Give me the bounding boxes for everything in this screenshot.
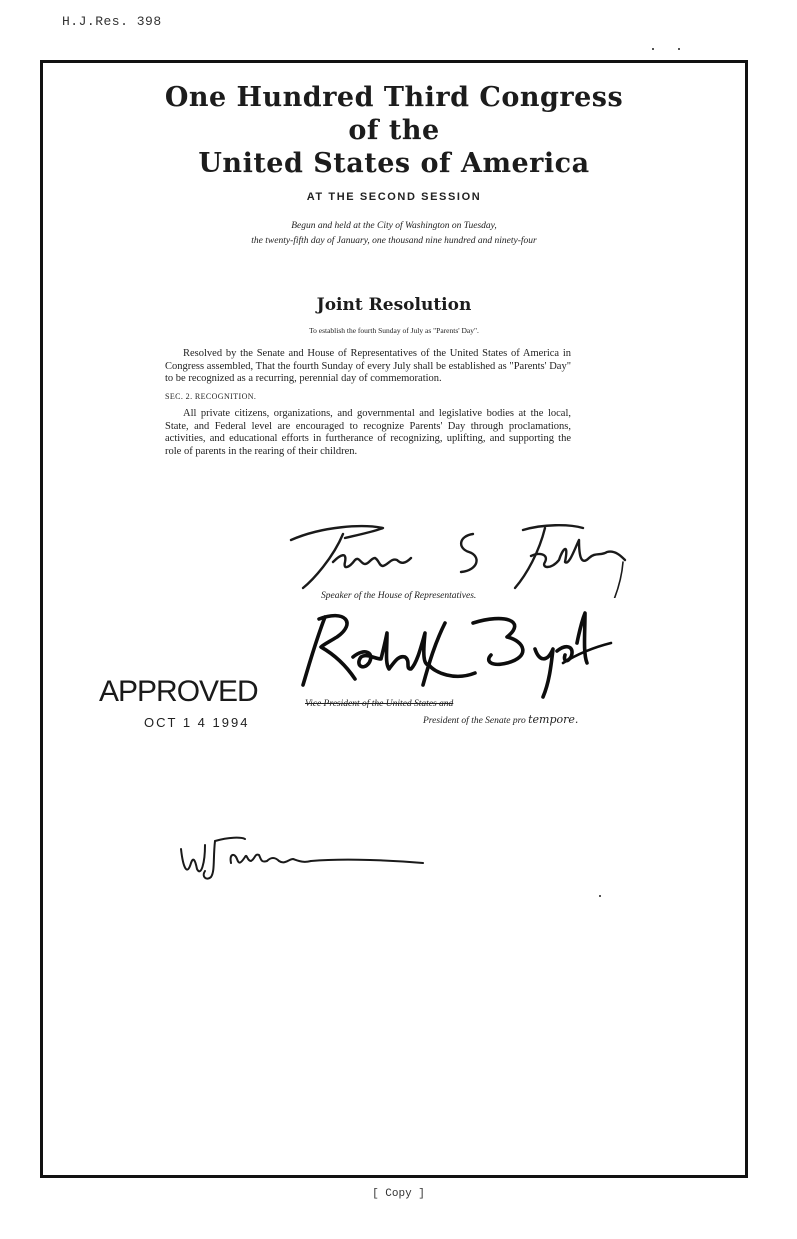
- section-heading: SEC. 2. RECOGNITION.: [165, 391, 257, 401]
- president-signature: [175, 823, 435, 893]
- senate-president-title-handwritten: tempore.: [528, 713, 579, 726]
- begun-statement: [43, 219, 745, 249]
- speaker-signature: [283, 518, 643, 598]
- resolution-purpose: To establish the fourth Sunday of July as "Parents' Day".: [309, 326, 479, 335]
- senate-president-title: [423, 713, 578, 726]
- resolution-body: [165, 348, 571, 463]
- senate-signature-image: [295, 603, 615, 703]
- joint-resolution-title: Joint Resolution: [316, 295, 472, 315]
- approved-stamp: APPROVED: [99, 675, 258, 708]
- vp-title-struck: Vice President of the United States and: [305, 699, 454, 709]
- vp-title: [305, 699, 453, 709]
- begun-line-2: the twenty-fifth day of January, one thousand nine hundred and ninety-four: [251, 236, 537, 246]
- senate-signature: [295, 603, 615, 703]
- congress-line-1: One Hundred Third Congress: [164, 82, 624, 113]
- scan-speck: [599, 895, 601, 897]
- approved-date: OCT 1 4 1994: [144, 715, 250, 730]
- document-frame: [40, 60, 748, 1178]
- congress-line-3: United States of America: [198, 148, 590, 179]
- begun-line-1: Begun and held at the City of Washington on Tuesday,: [291, 221, 497, 231]
- speaker-title: Speaker of the House of Representatives.: [321, 591, 477, 601]
- recognition-paragraph: All private citizens, organizations, and governmental and legislative bodies at the local, State, and Federal level are encouraged to recognize Parents' Day through proclamations, activities, and educational efforts in furtherance of recognizing, uplifting, and supporting the role of parents in the rearing of their children.: [165, 408, 571, 457]
- scan-speck: [678, 48, 680, 50]
- resolved-paragraph: Resolved by the Senate and House of Representatives of the United States of America in Congress assembled, That the fourth Sunday of every July shall be established as "Parents' Day" to be recognized as a recurring, perennial day of commemoration.: [165, 348, 571, 384]
- congress-line-2: of the: [348, 115, 440, 146]
- president-signature-image: [175, 823, 435, 893]
- speaker-signature-image: [283, 518, 643, 598]
- scan-speck: [652, 48, 654, 50]
- senate-president-title-printed: President of the Senate pro: [423, 716, 526, 726]
- copy-label: [ Copy ]: [372, 1188, 425, 1200]
- session-line: AT THE SECOND SESSION: [306, 191, 482, 203]
- document-reference: H.J.Res. 398: [62, 14, 162, 29]
- congress-heading: [43, 81, 745, 180]
